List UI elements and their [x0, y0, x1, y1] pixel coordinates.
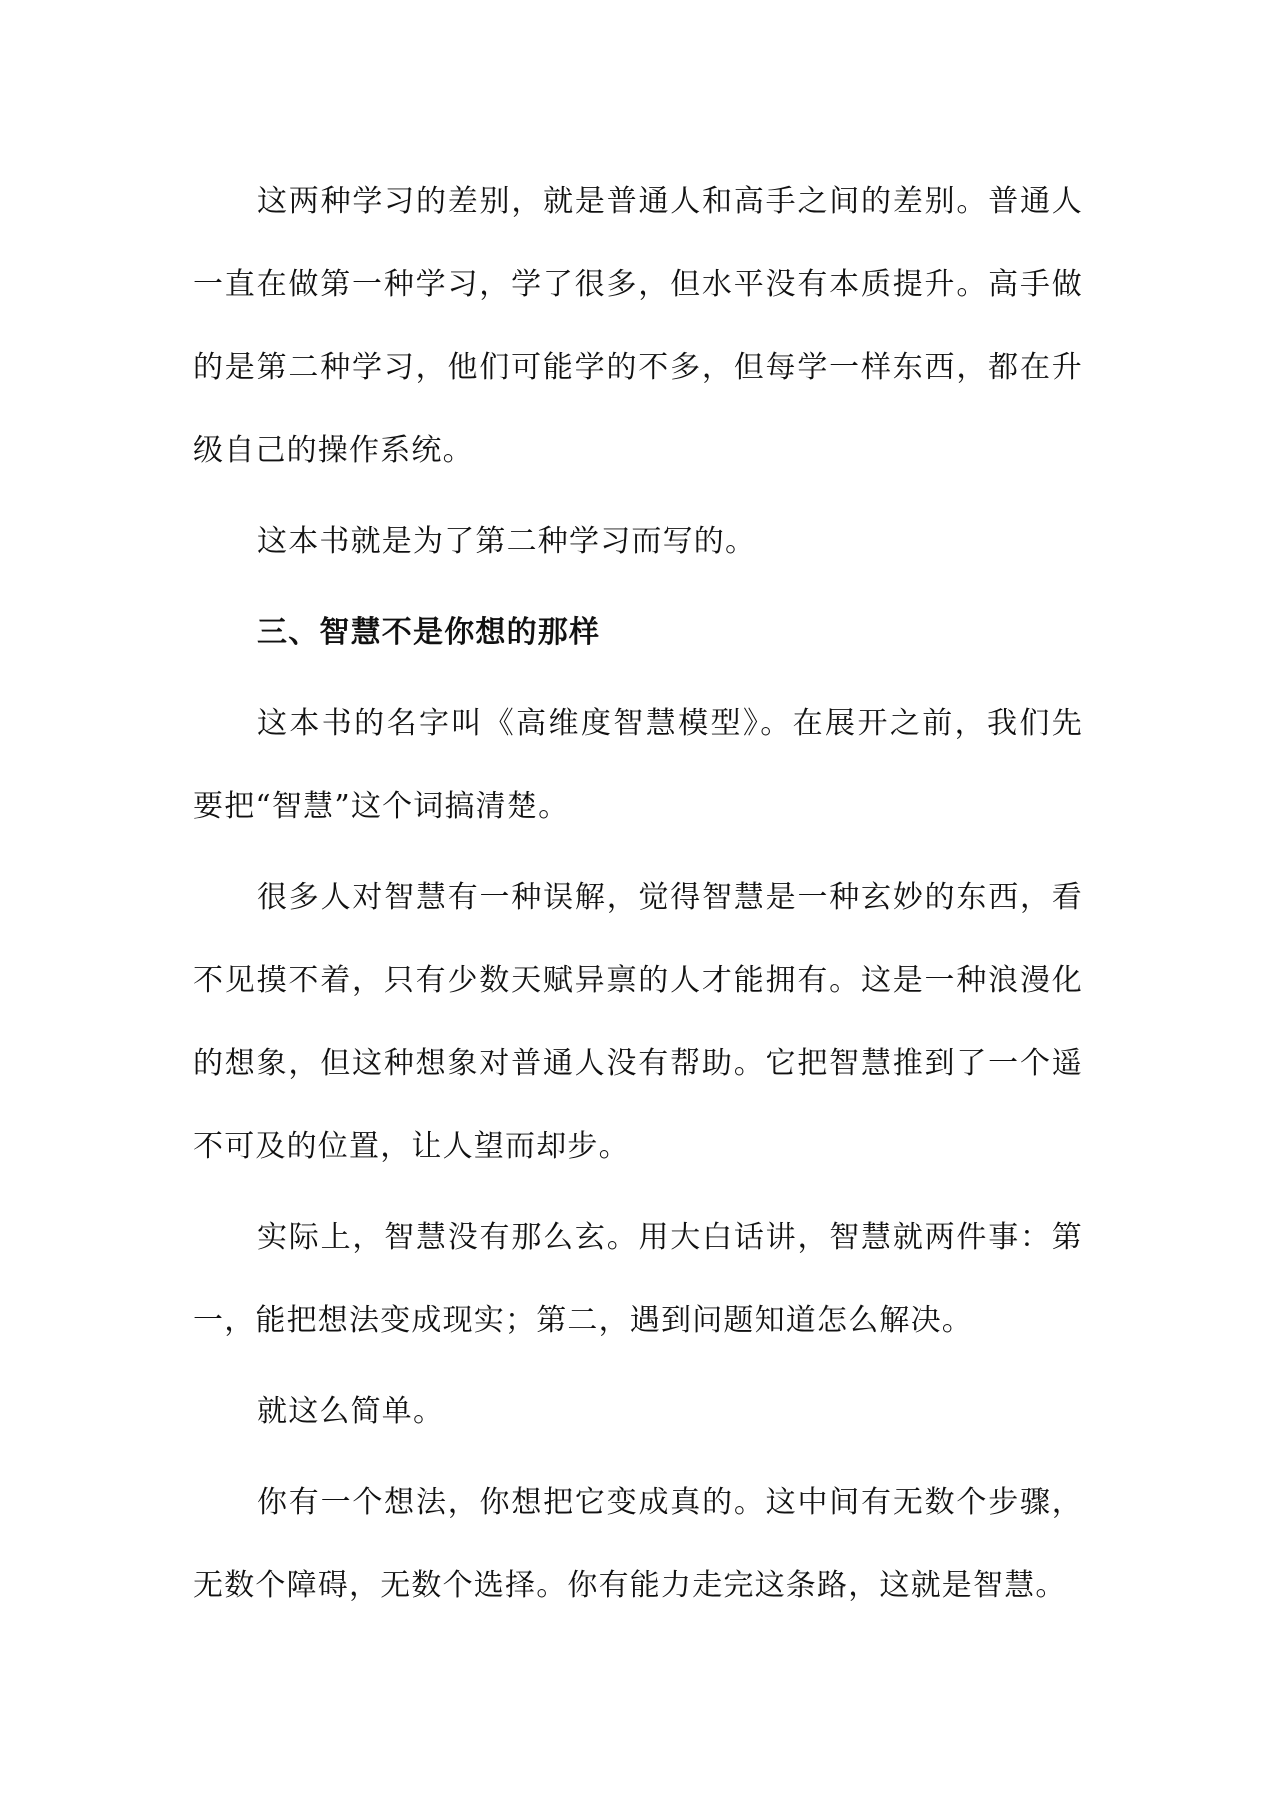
- paragraph-6: 就这么简单。: [257, 1394, 445, 1429]
- paragraph-3: 这本书的名字叫《高维度智慧模型》。在展开之前，我们先要把“智慧”这个词搞清楚。: [193, 706, 1083, 824]
- document-body: [193, 160, 1083, 1627]
- section-heading: 三、智慧不是你想的那样: [257, 615, 601, 650]
- paragraph-1: 这两种学习的差别，就是普通人和高手之间的差别。普通人一直在做第一种学习，学了很多，但水平没有本质提升。高手做的是第二种学习，他们可能学的不多，但每学一样东西，都在升级自己的操作系统。: [193, 184, 1083, 468]
- paragraph-4: 很多人对智慧有一种误解，觉得智慧是一种玄妙的东西，看不见摸不着，只有少数天赋异禀的人才能拥有。这是一种浪漫化的想象，但这种想象对普通人没有帮助。它把智慧推到了一个遥不可及的位置，让人望而却步。: [193, 880, 1083, 1164]
- paragraph-7: 你有一个想法，你想把它变成真的。这中间有无数个步骤，无数个障碍，无数个选择。你有能力走完这条路，这就是智慧。: [193, 1485, 1083, 1603]
- paragraph-2: 这本书就是为了第二种学习而写的。: [257, 524, 757, 559]
- paragraph-5: 实际上，智慧没有那么玄。用大白话讲，智慧就两件事：第一，能把想法变成现实；第二，遇到问题知道怎么解决。: [193, 1220, 1083, 1338]
